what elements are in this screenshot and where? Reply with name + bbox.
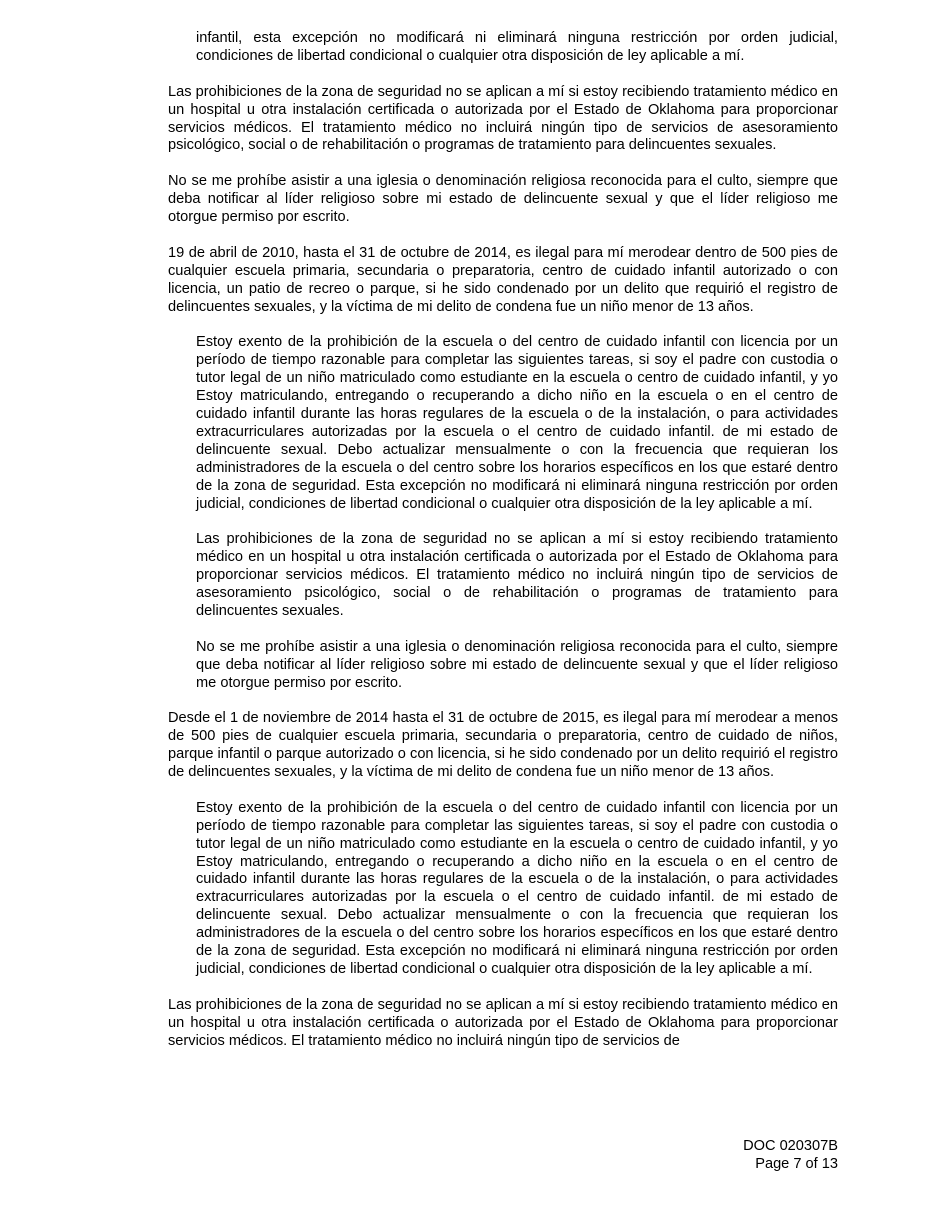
paragraph: Estoy exento de la prohibición de la escuela o del centro de cuidado infantil con licencia por un período de tiempo razonable para completar las siguientes tareas, si soy el padre con custodia o tutor legal de un niño matriculado como estudiante en la escuela o centro de cuidado infantil, y yo Estoy matriculando, entregando o recuperando a dicho niño en la escuela o en el centro de cuidado infantil durante las horas regulares de la escuela o de la instalación, o para actividades extracurriculares autorizadas por la escuela o el centro de cuidado infantil. de mi estado de delincuente sexual. Debo actualizar mensualmente o con la frecuencia que requieran los administradores de la escuela o del centro sobre los horarios específicos en los que estaré dentro de la zona de seguridad. Esta excepción no modificará ni eliminará ninguna restricción por orden judicial, condiciones de libertad condicional o cualquier otra disposición de la ley aplicable a mí. xyxy=(196,334,838,512)
paragraph: Estoy exento de la prohibición de la escuela o del centro de cuidado infantil con licencia por un período de tiempo razonable para completar las siguientes tareas, si soy el padre con custodia o tutor legal de un niño matriculado como estudiante en la escuela o centro de cuidado infantil, y yo Estoy matriculando, entregando o recuperando a dicho niño en la escuela o en el centro de cuidado infantil durante las horas regulares de la escuela o de la instalación, o para actividades extracurriculares autorizadas por la escuela o el centro de cuidado infantil. de mi estado de delincuente sexual. Debo actualizar mensualmente o con la frecuencia que requieran los administradores de la escuela o del centro sobre los horarios específicos en los que estaré dentro de la zona de seguridad. Esta excepción no modificará ni eliminará ninguna restricción por orden judicial, condiciones de libertad condicional o cualquier otra disposición de la ley aplicable a mí. xyxy=(196,799,838,977)
doc-number: DOC 020307B xyxy=(743,1138,838,1154)
paragraph: No se me prohíbe asistir a una iglesia o denominación religiosa reconocida para el culto, siempre que deba notificar al líder religioso sobre mi estado de delincuente sexual y que el líder religioso me otorgue permiso por escrito. xyxy=(168,173,838,226)
paragraph: Desde el 1 de noviembre de 2014 hasta el 31 de octubre de 2015, es ilegal para mí merodear a menos de 500 pies de cualquier escuela primaria, secundaria o preparatoria, centro de cuidado de niños, parque infantil o parque autorizado o con licencia, si he sido condenado por un delito requirió el registro de delincuentes sexuales, y la víctima de mi delito de condena fue un niño menor de 13 años. xyxy=(168,710,838,781)
paragraph: 19 de abril de 2010, hasta el 31 de octubre de 2014, es ilegal para mí merodear dentro de 500 pies de cualquier escuela primaria, secundaria o preparatoria, centro de cuidado infantil autorizado o con licencia, un patio de recreo o parque, si he sido condenado por un delito que requirió el registro de delincuentes sexuales, y la víctima de mi delito de condena fue un niño menor de 13 años. xyxy=(168,244,838,315)
paragraph: Las prohibiciones de la zona de seguridad no se aplican a mí si estoy recibiendo tratamiento médico en un hospital u otra instalación certificada o autorizada por el Estado de Oklahoma para proporcionar servicios médicos. El tratamiento médico no incluirá ningún tipo de servicios de asesoramiento psicológico, social o de rehabilitación o programas de tratamiento para delincuentes sexuales. xyxy=(196,531,838,619)
paragraph: No se me prohíbe asistir a una iglesia o denominación religiosa reconocida para el culto, siempre que deba notificar al líder religioso sobre mi estado de delincuente sexual y que el líder religioso me otorgue permiso por escrito. xyxy=(196,638,838,691)
page-number: Page 7 of 13 xyxy=(755,1155,838,1172)
paragraph: Las prohibiciones de la zona de seguridad no se aplican a mí si estoy recibiendo tratamiento médico en un hospital u otra instalación certificada o autorizada por el Estado de Oklahoma para proporcionar servicios médicos. El tratamiento médico no incluirá ningún tipo de servicios de asesoramiento psicológico, social o de rehabilitación o programas de tratamiento para delincuentes sexuales. xyxy=(168,83,838,154)
paragraph: infantil, esta excepción no modificará ni eliminará ninguna restricción por orden judicial, condiciones de libertad condicional o cualquier otra disposición de ley aplicable a mí. xyxy=(196,30,838,64)
page-footer xyxy=(743,1138,838,1174)
document-body xyxy=(168,30,838,1051)
paragraph: Las prohibiciones de la zona de seguridad no se aplican a mí si estoy recibiendo tratamiento médico en un hospital u otra instalación certificada o autorizada por el Estado de Oklahoma para proporcionar servicios médicos. El tratamiento médico no incluirá ningún tipo de servicios de xyxy=(168,996,838,1049)
